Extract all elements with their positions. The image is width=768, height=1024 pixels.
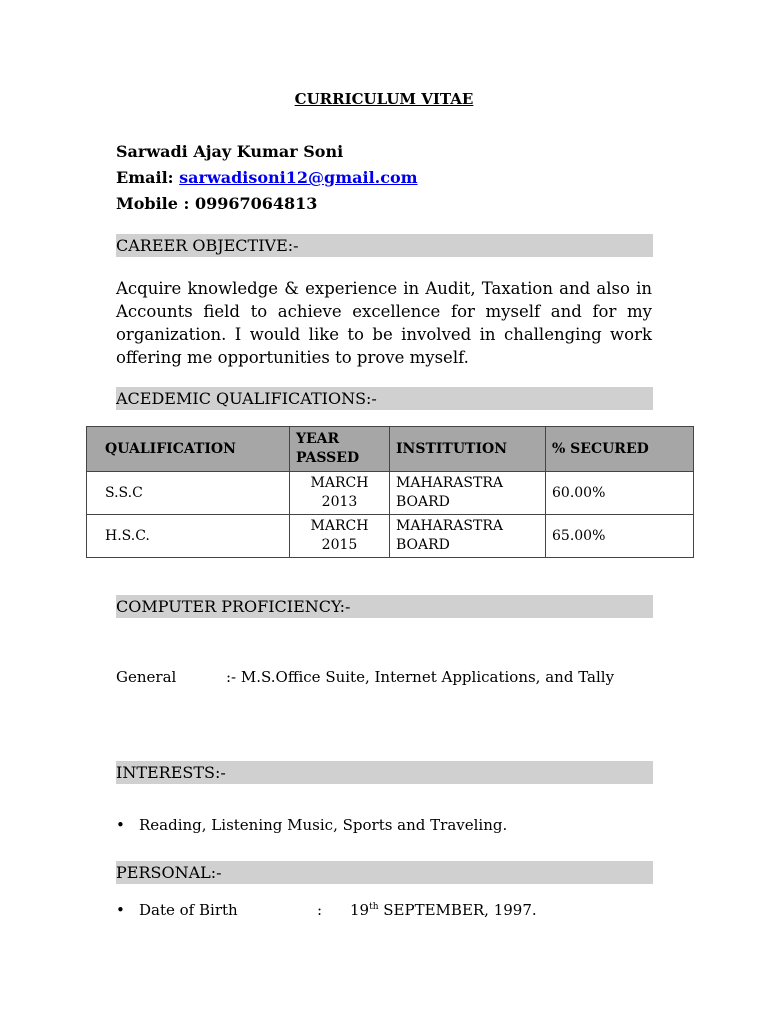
dob-day: 19 xyxy=(350,901,370,919)
qualifications-table xyxy=(86,426,694,558)
email-label: Email: xyxy=(116,168,174,187)
list-item xyxy=(116,901,537,919)
personal-heading: PERSONAL:- xyxy=(116,861,653,884)
mobile-line: Mobile : 09967064813 xyxy=(116,194,318,213)
institution-cell xyxy=(390,515,546,558)
year-value: 2015 xyxy=(321,537,358,553)
academic-heading: ACEDEMIC QUALIFICATIONS:- xyxy=(116,387,653,410)
year-cell xyxy=(290,472,390,515)
header-secured: % SECURED xyxy=(546,427,694,472)
institution-line-1: MAHARASTRA xyxy=(396,475,503,491)
table-row xyxy=(87,515,694,558)
document-title: CURRICULUM VITAE xyxy=(294,90,474,108)
computer-general-label: General xyxy=(116,668,177,686)
institution-line-2: BOARD xyxy=(396,537,450,553)
table-row xyxy=(87,472,694,515)
computer-proficiency-heading: COMPUTER PROFICIENCY:- xyxy=(116,595,653,618)
computer-general-value: :- M.S.Office Suite, Internet Applications, and Tally xyxy=(226,668,615,686)
institution-line-1: MAHARASTRA xyxy=(396,518,503,534)
header-year-passed: YEAR PASSED xyxy=(290,427,390,472)
qualification-cell: H.S.C. xyxy=(87,515,290,558)
year-month: MARCH xyxy=(310,475,369,491)
career-objective-heading: CAREER OBJECTIVE:- xyxy=(116,234,653,257)
secured-cell: 60.00% xyxy=(546,472,694,515)
list-item xyxy=(116,816,507,834)
bullet-icon: • xyxy=(116,901,125,919)
header-institution: INSTITUTION xyxy=(390,427,546,472)
dob-rest: SEPTEMBER, 1997. xyxy=(378,901,537,919)
interests-heading: INTERESTS:- xyxy=(116,761,653,784)
dob-label: Date of Birth xyxy=(139,901,238,919)
qualification-cell: S.S.C xyxy=(87,472,290,515)
interest-text: Reading, Listening Music, Sports and Traveling. xyxy=(139,816,508,834)
email-link[interactable]: sarwadisoni12@gmail.com xyxy=(179,168,418,187)
bullet-icon: • xyxy=(116,816,125,834)
institution-cell xyxy=(390,472,546,515)
year-month: MARCH xyxy=(310,518,369,534)
header-qualification: QUALIFICATION xyxy=(87,427,290,472)
dob-colon: : xyxy=(317,901,323,919)
dob-suffix: th xyxy=(369,902,379,912)
institution-line-2: BOARD xyxy=(396,494,450,510)
computer-general-row xyxy=(116,668,614,686)
year-cell xyxy=(290,515,390,558)
table-header-row xyxy=(87,427,694,472)
career-objective-text: Acquire knowledge & experience in Audit, Taxation and also in Accounts field to achieve excellence for myself and for my organization. I would like to be involved in challenging work offering me opportunities to prove myself. xyxy=(116,279,652,367)
candidate-name: Sarwadi Ajay Kumar Soni xyxy=(116,142,344,161)
email-line xyxy=(116,168,418,187)
secured-cell: 65.00% xyxy=(546,515,694,558)
year-value: 2013 xyxy=(321,494,358,510)
